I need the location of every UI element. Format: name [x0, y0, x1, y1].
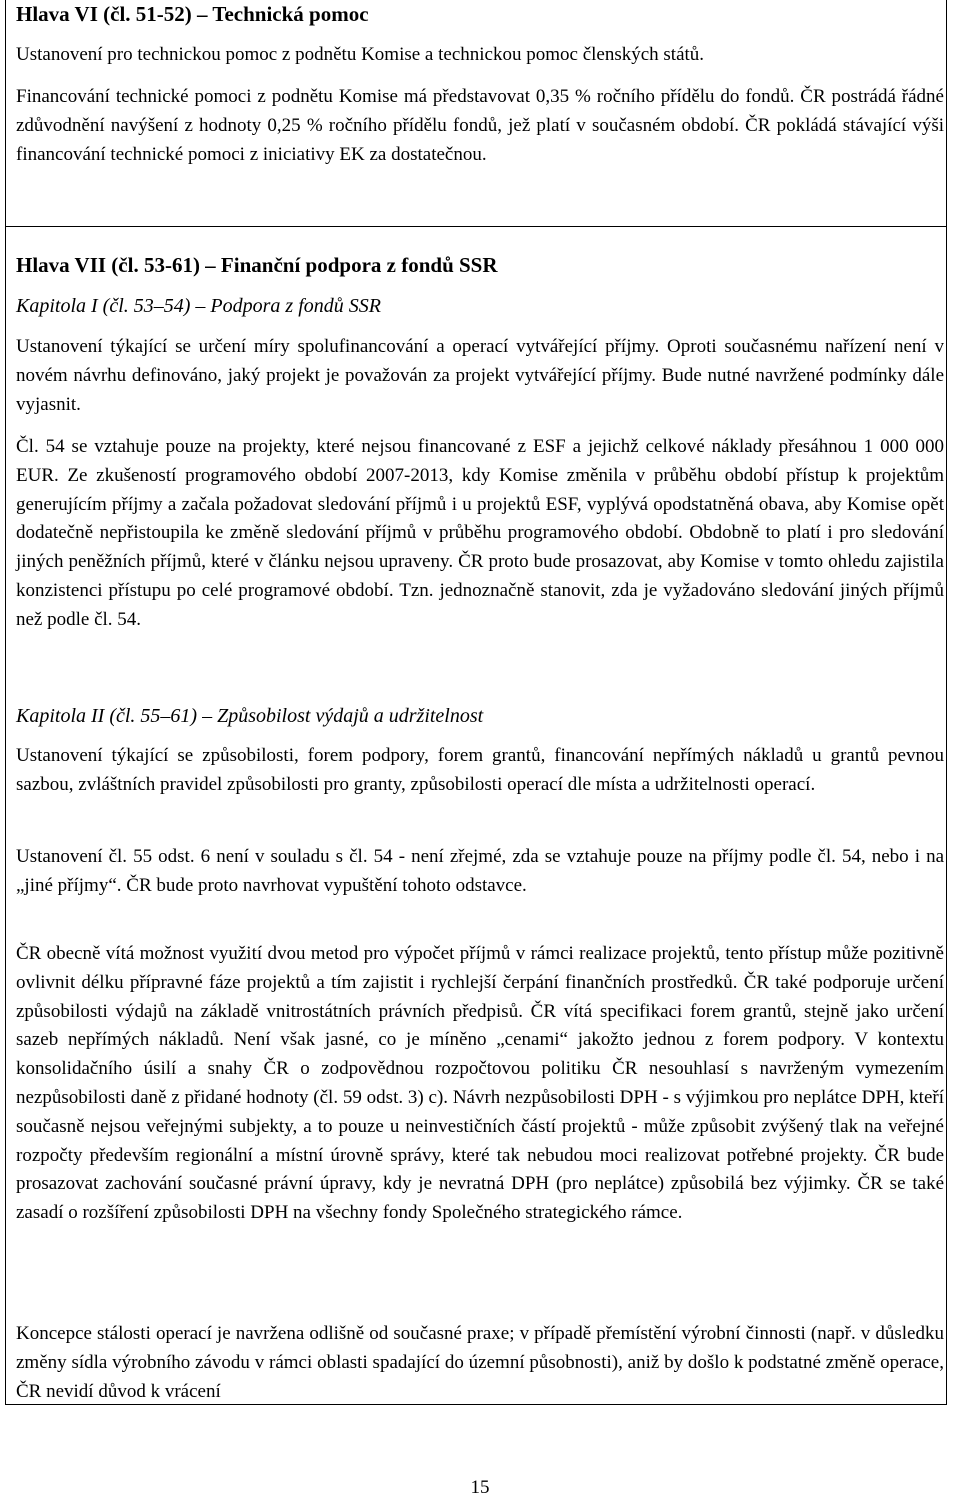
- paragraph-cofinancing-rates: Ustanovení týkající se určení míry spolufinancování a operací vytvářející příjmy. Oproti současnému nařízení není v novém návrhu definováno, jaký projekt je považován za projekt vytvářející příjmy. Bude nutné navržené podmínky dále vyjasnit.: [16, 336, 944, 415]
- heading-chapter-2: Kapitola II (čl. 55–61) – Způsobilost výdajů a udržitelnost: [16, 705, 484, 727]
- paragraph-article-54: Čl. 54 se vztahuje pouze na projekty, které nejsou financované z ESF a jejichž celkové náklady přesáhnou 1 000 000 EUR. Ze zkušeností programového období 2007-2013, kdy Komise změnila v průběhu období přístup k projektům generujícím příjmy a začala požadovat sledování příjmů i u projektů ESF, vyplývá opodstatněná obava, aby Komise opět dodatečně nepřistoupila ke změně sledování příjmů v průběhu programového období. Obdobně to platí i pro sledování jiných peněžních příjmů, které v článku nejsou upraveny. ČR proto bude prosazovat, aby Komise v tomto ohledu zajistila konzistenci přístupu po celé programové období. Tzn. jednoznačně stanovit, zda je vyžadováno sledování jiných příjmů než podle čl. 54.: [16, 436, 944, 630]
- paragraph-technical-assistance-funding: Financování technické pomoci z podnětu Komise má představovat 0,35 % ročního přídělu do fondů. ČR postrádá řádné zdůvodnění navýšení z hodnoty 0,25 % ročního přídělu fondů, jež platí v současném období. ČR pokládá stávající výši financování technické pomoci z iniciativy EK za dostatečnou.: [16, 86, 944, 165]
- page-number: 15: [470, 1477, 490, 1498]
- paragraph-technical-assistance-scope: Ustanovení pro technickou pomoc z podnětu Komise a technickou pomoc členských států.: [16, 44, 705, 65]
- paragraph-durability-of-operations: Koncepce stálosti operací je navržena odlišně od současné praxe; v případě přemístění výrobní činnosti (např. v důsledku změny sídla výrobního závodu v rámci oblasti spadající do územní působnosti), aniž by došlo k podstatné změně operace, ČR nevidí důvod k vrácení: [16, 1323, 944, 1402]
- heading-chapter-1: Kapitola I (čl. 53–54) – Podpora z fondů SSR: [16, 295, 381, 317]
- paragraph-article-55: Ustanovení čl. 55 odst. 6 není v souladu s čl. 54 - není zřejmé, zda se vztahuje pouze na příjmy podle čl. 54, nebo i na „jiné příjmy“. ČR bude proto navrhovat vypuštění tohoto odstavce.: [16, 846, 944, 896]
- paragraph-income-calculation-vat: ČR obecně vítá možnost využití dvou metod pro výpočet příjmů v rámci realizace projektů, tento přístup může pozitivně ovlivnit délku přípravné fáze projektů a tím zajistit i rychlejší čerpání finančních prostředků. ČR také podporuje určení způsobilosti výdajů na základě vnitrostátních právních předpisů. ČR vítá specifikaci forem grantů, stejně jako určení sazeb nepřímých nákladů. Není však jasné, co je míněno „cenami“ jakožto jednou z forem podpory. V kontextu konsolidačního úsilí a snahy ČR o zodpovědnou rozpočtovou politiku ČR nesouhlasí s navrženým vymezením nezpůsobilosti daně z přidané hodnoty (čl. 59 odst. 3) c). Návrh nezpůsobilosti DPH - s výjimkou pro neplátce DPH, kteří současně nejsou veřejnými subjekty, a to pouze u neinvestičních částí projektů - může způsobit zvýšený tlak na veřejné rozpočty především regionální a místní úrovně správy, které tak nebudou moci realizovat potřebné projekty. ČR bude prosazovat zachování současné právní úpravy, kdy je nevratná DPH (pro neplátce) způsobilá bez výjimky. ČR se také zasadí o rozšíření způsobilosti DPH na všechny fondy Společného strategického rámce.: [16, 943, 944, 1224]
- heading-hlava-vi: Hlava VI (čl. 51-52) – Technická pomoc: [16, 2, 369, 26]
- paragraph-eligibility-provisions: Ustanovení týkající se způsobilosti, forem podpory, forem grantů, financování nepřímých nákladů u grantů pevnou sazbou, zvláštních pravidel způsobilosti pro granty, způsobilosti operací dle místa a udržitelnosti operací.: [16, 745, 944, 795]
- heading-hlava-vii: Hlava VII (čl. 53-61) – Finanční podpora z fondů SSR: [16, 253, 498, 277]
